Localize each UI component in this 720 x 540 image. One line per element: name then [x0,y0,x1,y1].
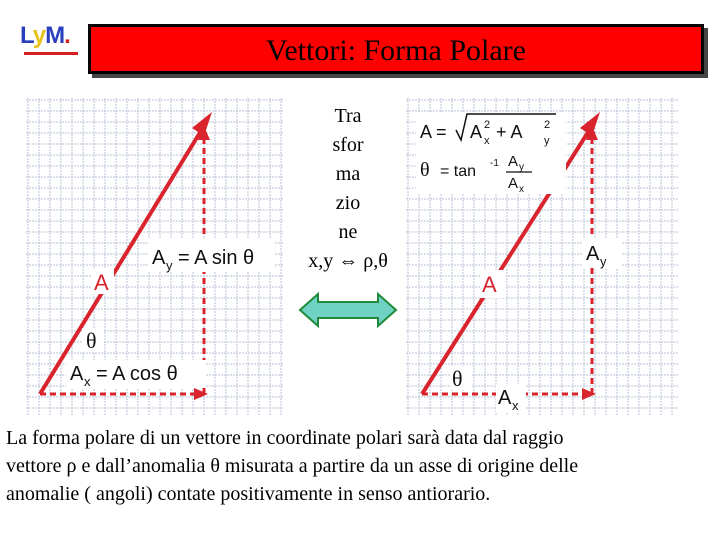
transformation-line-4: zio [335,192,361,214]
description-line-3: anomalie ( angoli) contate positivamente in senso antiorario. [6,483,491,505]
formula-a-lhs: A = [420,122,447,142]
logo-letter-dot: . [64,22,70,49]
right-vector-a-label: A [482,272,497,297]
left-vector-a-label: A [94,270,109,295]
right-diagram-svg [406,98,678,416]
transformation-line-6: x,y ⇔ ρ,θ [308,250,388,272]
right-ax-sub: x [512,398,519,413]
formula-a-x-sub: x [484,135,490,147]
transformation-line-3: ma [335,163,361,185]
transformation-line-1: Tra [334,105,362,127]
logo-underline [24,52,78,55]
description-line-2: vettore ρ e dall’anomalia θ misurata a partire da un asse di origine delle [6,455,579,477]
formula-a-y-sub: y [544,135,550,147]
left-diagram-svg [26,98,284,416]
transformation-line-2: sfor [332,134,364,156]
formula-t-den-sub: x [519,184,524,195]
formula-a-x: A [470,122,483,142]
left-ay-sub: y [166,258,173,273]
formula-t-lhs: θ [420,159,430,181]
left-ax-sub: x [84,374,91,389]
left-ax-expr: = A cos θ [96,363,178,385]
left-vector-diagram [26,98,284,416]
transformation-label [296,102,400,276]
slide-title: Vettori: Forma Polare [266,34,526,67]
formula-a-plus: + A [496,122,523,142]
left-ax-letter: A [70,363,84,385]
left-ay-letter: A [152,247,166,269]
double-arrow-icon [298,290,398,330]
right-vector-diagram [406,98,678,416]
description-line-1: La forma polare di un vettore in coordinate polari sarà data dal raggio [6,427,564,449]
right-ax-letter: A [498,387,512,409]
formula-t-num-sub: y [519,162,524,173]
logo-letter-y: y [32,22,46,49]
logo-letter-l: L [20,22,33,49]
lym-logo [20,22,80,54]
formula-t-num: A [508,153,519,170]
right-theta-label: θ [452,366,463,391]
transformation-line-5: ne [338,221,358,243]
formula-a-x-sup: 2 [484,119,491,131]
right-ay-sub: y [600,254,607,269]
formula-t-exp: -1 [490,158,499,169]
formula-a-y-sup: 2 [544,119,551,131]
formula-t-den: A [508,175,519,192]
formula-t-eq: = tan [440,163,477,180]
logo-letter-m: M [45,22,65,49]
right-ay-letter: A [586,243,600,265]
slide-title-box [88,24,704,74]
left-theta-label: θ [86,328,97,353]
right-ax-arrowhead [582,388,596,400]
description-paragraph [6,424,714,508]
left-ax-arrowhead [194,388,208,400]
left-ay-expr: = A sin θ [178,247,255,269]
